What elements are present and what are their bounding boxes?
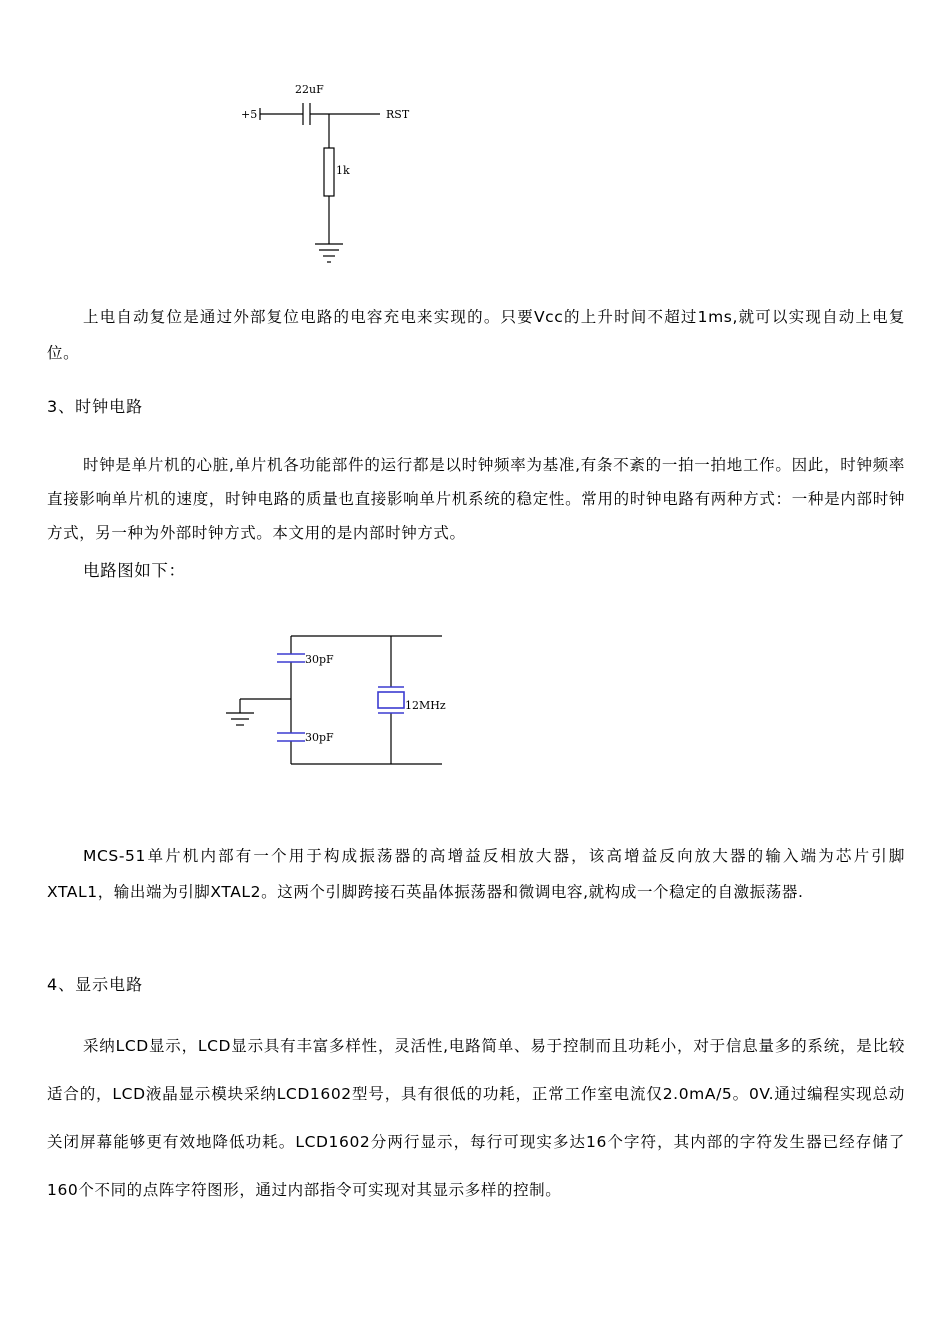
rst-label: RST	[386, 108, 410, 121]
section3-heading: 3、时钟电路	[47, 397, 144, 416]
resistor-label: 1k	[336, 164, 350, 177]
reset-description: 上电自动复位是通过外部复位电路的电容充电来实现的。只要Vcc的上升时间不超过1ms,就可以实现自动上电复位。	[47, 308, 905, 362]
section3-paragraph-1: 时钟是单片机的心脏,单片机各功能部件的运行都是以时钟频率为基准,有条不紊的一拍一拍地工作。因此，时钟频率直接影响单片机的速度，时钟电路的质量也直接影响单片机系统的稳定性。常用的时钟电路有两种方式：一种是内部时钟方式，另一种为外部时钟方式。本文用的是内部时钟方式。	[47, 456, 905, 542]
section4-heading: 4、显示电路	[47, 975, 144, 994]
capacitor-label: 22uF	[295, 83, 324, 96]
section3-paragraph-3: MCS-51单片机内部有一个用于构成振荡器的高增益反相放大器，该高增益反向放大器的输入端为芯片引脚XTAL1，输出端为引脚XTAL2。这两个引脚跨接石英晶体振荡器和微调电容,就构成一个稳定的自激振荡器.	[47, 847, 905, 901]
cap-bottom-label: 30pF	[305, 731, 334, 744]
resistor-body	[324, 148, 334, 196]
crystal-label: 12MHz	[405, 699, 446, 712]
section4-paragraph-1: 采纳LCD显示，LCD显示具有丰富多样性，灵活性,电路简单、易于控制而且功耗小，对于信息量多的系统，是比较适合的，LCD液晶显示模块采纳LCD1602型号，具有很低的功耗，正常工作室电流仅2.0mA/5。0V.通过编程实现总动关闭屏幕能够更有效地降低功耗。LCD1602分两行显示，每行可现实多达16个字符，其内部的字符发生器已经存储了160个不同的点阵字符图形，通过内部指令可实现对其显示多样的控制。	[47, 1037, 905, 1199]
section3-paragraph-2: 电路图如下：	[83, 561, 186, 580]
crystal-body	[378, 692, 404, 708]
clock-circuit-diagram	[0, 600, 950, 800]
reset-circuit-diagram	[0, 0, 950, 300]
supply-label: +5	[241, 108, 258, 121]
cap-top-label: 30pF	[305, 653, 334, 666]
